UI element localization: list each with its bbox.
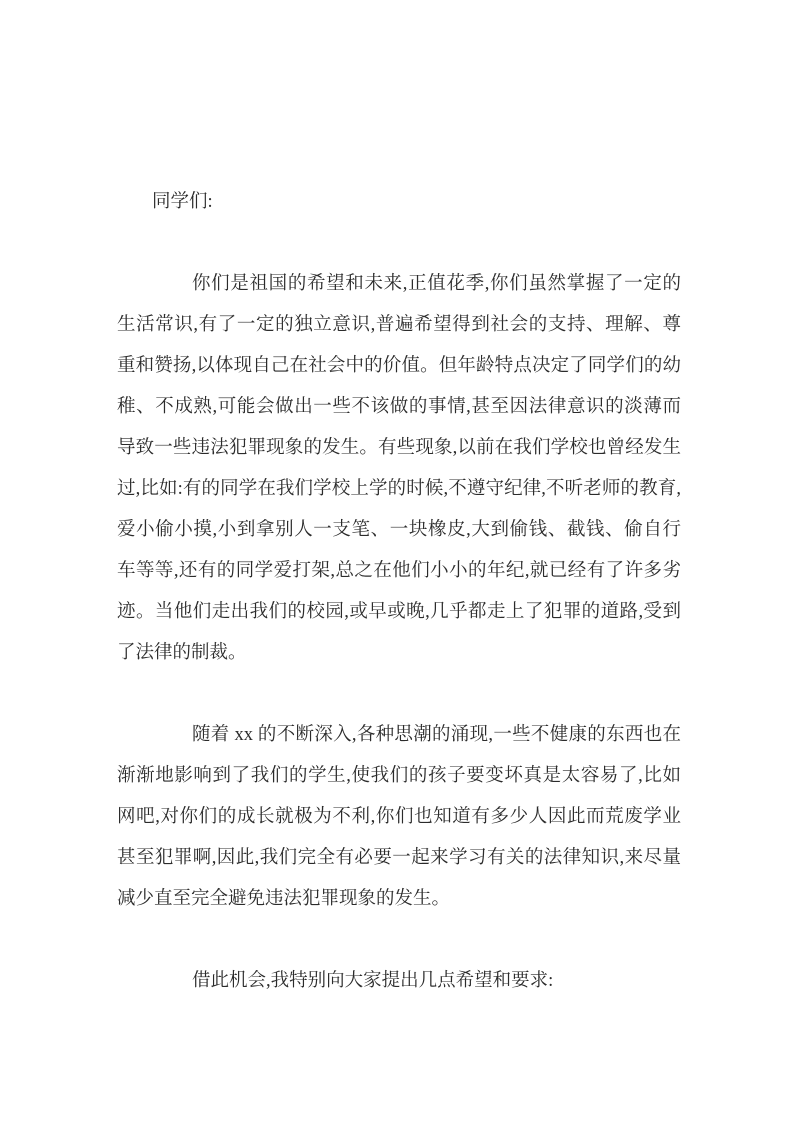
closing-request-line: 借此机会,我特别向大家提出几点希望和要求:: [192, 971, 554, 991]
body-paragraph-2: 随着 xx 的不断深入,各种思潮的涌现,一些不健康的东西也在渐渐地影响到了我们的学生,使我们的孩子要变坏真是太容易了,比如网吧,对你们的成长就极为不利,你们也知道有多少人因此而荒废学业甚至犯罪啊,因此,我们完全有必要一起来学习有关的法律知识,来尽量减少直至完全避免违法犯罪现象的发生。: [117, 725, 681, 909]
body-paragraph-1: 你们是祖国的希望和未来,正值花季,你们虽然掌握了一定的生活常识,有了一定的独立意识,普遍希望得到社会的支持、理解、尊重和赞扬,以体现自己在社会中的价值。但年龄特点决定了同学们的幼稚、不成熟,可能会做出一些不该做的事情,甚至因法律意识的淡薄而导致一些违法犯罪现象的发生。有些现象,以前在我们学校也曾经发生过,比如:有的同学在我们学校上学的时候,不遵守纪律,不听老师的教育,爱小偷小摸,小到拿别人一支笔、一块橡皮,大到偷钱、截钱、偷自行车等等,还有的同学爱打架,总之在他们小小的年纪,就已经有了许多劣迹。当他们走出我们的校园,或早或晚,几乎都走上了犯罪的道路,受到了法律的制裁。: [117, 274, 681, 663]
document-body: [117, 182, 681, 1002]
salutation-line: 同学们:: [152, 192, 213, 212]
